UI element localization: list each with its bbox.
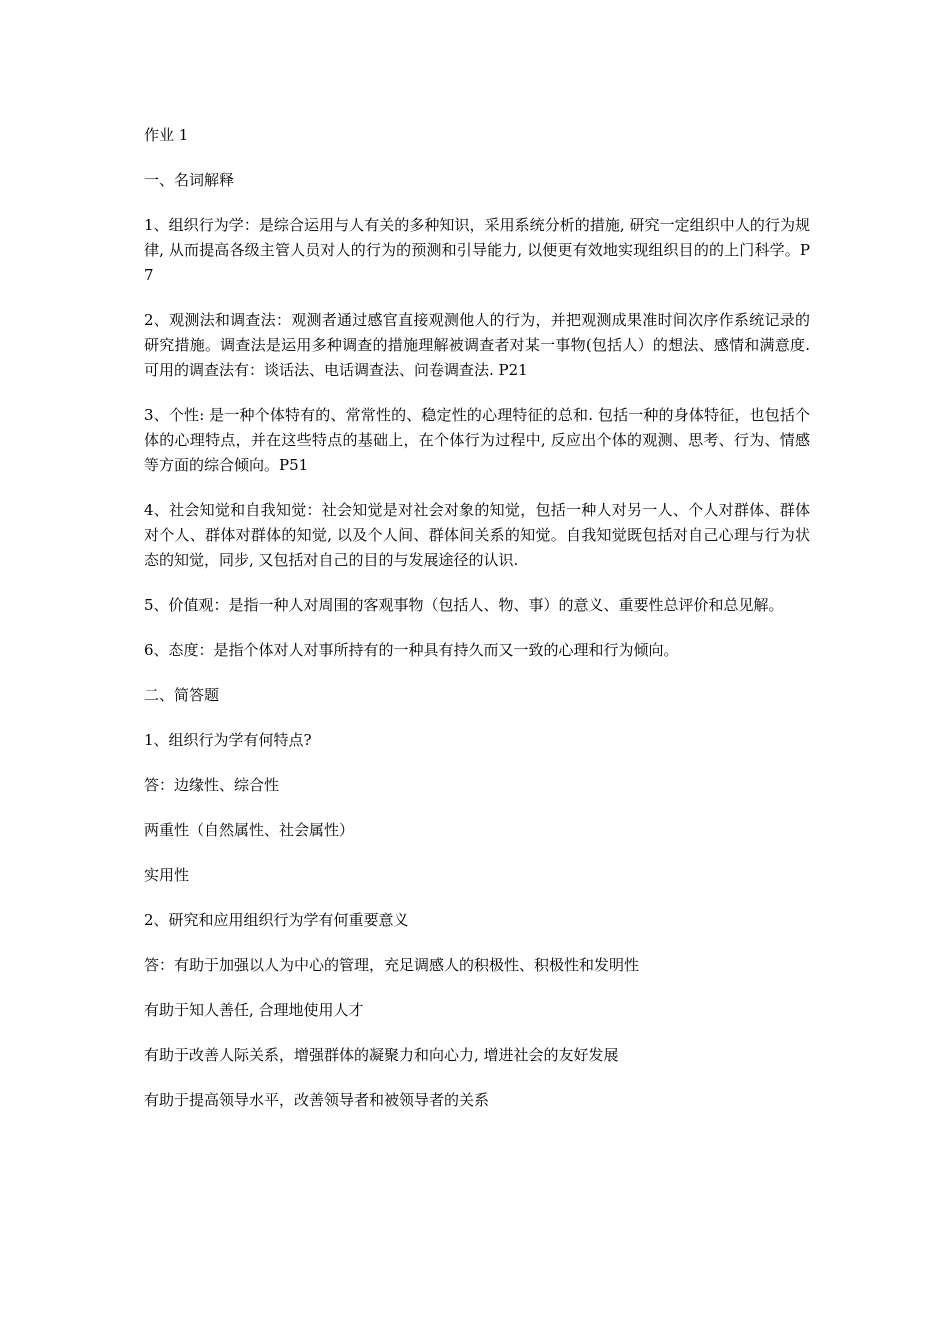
section-heading-questions: 二、简答题	[144, 686, 220, 704]
question-2: 2、研究和应用组织行为学有何重要意义	[144, 911, 409, 929]
answer-line: 两重性（自然属性、社会属性）	[144, 821, 355, 839]
answer-line: 实用性	[144, 866, 190, 884]
answer-line: 答：有助于加强以人为中心的管理，充足调感人的积极性、积极性和发明性	[144, 956, 640, 974]
term-definition: 6、态度：是指个体对人对事所持有的一种具有持久而又一致的心理和行为倾向。	[144, 641, 679, 659]
question-1: 1、组织行为学有何特点?	[144, 731, 312, 749]
answer-line: 有助于改善人际关系，增强群体的凝聚力和向心力, 增进社会的友好发展	[144, 1046, 619, 1064]
term-definition: 3、个性: 是一种个体特有的、常常性的、稳定性的心理特征的总和. 包括一种的身体特征，也包括个体的心理特点，并在这些特点的基础上，在个体行为过程中, 反应出个体的观测、思考、行为、情感等方面的综合倾向。P51	[144, 406, 810, 474]
answer-line: 有助于知人善任, 合理地使用人才	[144, 1001, 364, 1019]
answer-line: 答：边缘性、综合性	[144, 776, 280, 794]
document-page	[144, 123, 810, 1133]
term-definition: 2、观测法和调查法：观测者通过感官直接观测他人的行为，并把观测成果准时间次序作系统记录的研究措施。调查法是运用多种调查的措施理解被调查者对某一事物(包括人）的想法、感情和满意度. 可用的调查法有：谈话法、电话调查法、问卷调查法. P21	[144, 311, 810, 379]
term-definition: 1、组织行为学：是综合运用与人有关的多种知识，采用系统分析的措施, 研究一定组织中人的行为规律, 从而提高各级主管人员对人的行为的预测和引导能力, 以便更有效地实现组织目的的上门科学。P7	[144, 216, 810, 284]
term-definition: 5、价值观：是指一种人对周围的客观事物（包括人、物、事）的意义、重要性总评价和总见解。	[144, 596, 784, 614]
term-definition: 4、社会知觉和自我知觉：社会知觉是对社会对象的知觉，包括一种人对另一人、个人对群体、群体对个人、群体对群体的知觉, 以及个人间、群体间关系的知觉。自我知觉既包括对自己心理与行为状态的知觉，同步, 又包括对自己的目的与发展途径的认识.	[144, 501, 810, 569]
section-heading-terms: 一、名词解释	[144, 171, 235, 189]
answer-line: 有助于提高领导水平，改善领导者和被领导者的关系	[144, 1091, 490, 1109]
document-title: 作业 1	[144, 126, 189, 144]
